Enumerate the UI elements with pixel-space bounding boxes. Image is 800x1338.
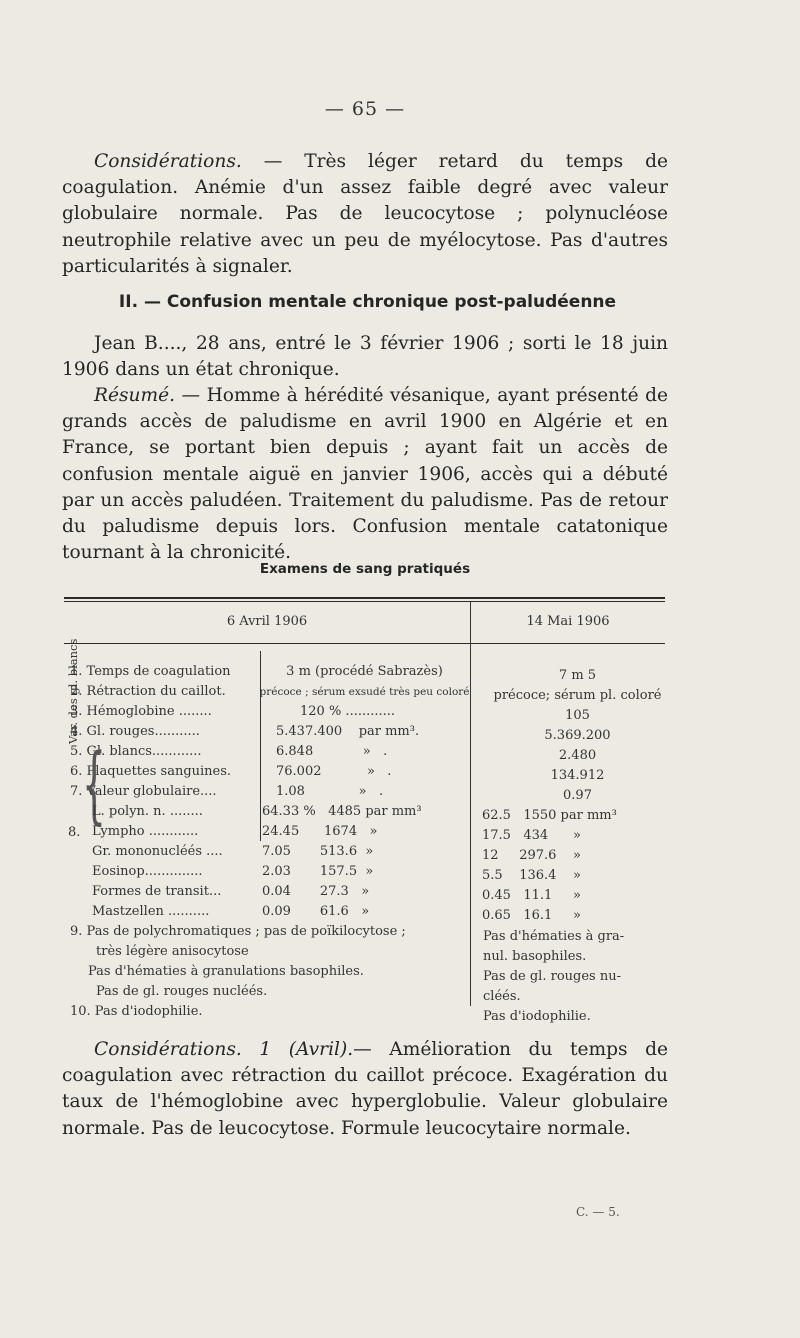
table-row-label: 6. Plaquettes sanguines.: [70, 764, 232, 779]
patient-text: Jean B...., 28 ans, entré le 3 février 1906 ; sorti le 18 juin 1906 dans un état chronique.: [62, 333, 668, 381]
may-note: nul. basophiles.: [483, 949, 587, 964]
table-row-label: 1. Temps de coagulation: [70, 664, 231, 679]
conclusion-label: Considérations. 1 (Avril).: [94, 1039, 354, 1060]
row-9-text-4: Pas de gl. rouges nucléés.: [96, 984, 268, 999]
may-note: Pas d'hématies à gra-: [483, 929, 625, 944]
table-header-rule: [64, 643, 665, 644]
intro-text: — Très léger retard du temps de coagulation. Anémie d'un assez faible degré avec valeur globulaire normale. Pas de leucocytose ; polynucléose neutrophile relative avec un peu de myélocytose. Pas d'autres particularités à signaler.: [62, 151, 668, 277]
table-row-label: Mastzellen ..........: [92, 904, 210, 919]
table-cell-may: précoce; sérum pl. coloré: [493, 688, 662, 703]
resume-text: — Homme à hérédité vésanique, ayant présenté de grands accès de paludisme en avril 1900 en Algérie et en France, se portant bien depuis ; ayant fait un accès de confusion mentale aiguë en janvier 1906, accès qui a débuté par un accès paludéen. Traitement du paludisme. Pas de retour du paludisme depuis lors. Confusion mentale catatonique tournant à la chronicité.: [62, 385, 668, 564]
table-cell-april: 24.45 1674 »: [262, 824, 378, 839]
column-header-april: 6 Avril 1906: [226, 614, 308, 629]
table-row-label: 5. Gl. blancs............: [70, 744, 202, 759]
table-cell-april: 7.05 513.6 »: [262, 844, 374, 859]
page-number: — 65 —: [324, 98, 406, 120]
table-cell-april: 0.09 61.6 »: [262, 904, 370, 919]
table-cell-may: 0.45 11.1 »: [482, 888, 581, 903]
table-cell-may: 134.912: [550, 768, 605, 783]
table-cell-may: 62.5 1550 par mm³: [482, 808, 617, 823]
table-cell-april: 2.03 157.5 »: [262, 864, 374, 879]
conclusion-text: — Amélioration du temps de coagulation avec rétraction du caillot précoce. Exagération du taux de l'hémoglobine avec hyperglobulie. Valeur globulaire normale. Pas de leucocytose. Formule leucocytaire normale.: [62, 1039, 668, 1139]
row-8-number: 8.: [68, 825, 81, 840]
table-cell-april: 5.437.400 par mm³.: [276, 724, 420, 739]
table-row-label: 4. Gl. rouges...........: [70, 724, 200, 739]
table-top-rule: [64, 597, 665, 599]
signature-mark: C. — 5.: [576, 1205, 620, 1219]
table-top-rule-2: [64, 601, 665, 602]
row-10-text: 10. Pas d'iodophilie.: [70, 1004, 203, 1019]
intro-label: Considérations.: [94, 151, 242, 172]
table-row-label: Gr. mononucléés ....: [92, 844, 223, 859]
table-cell-april: précoce ; sérum exsudé très peu coloré: [259, 686, 470, 698]
resume-paragraph: [62, 383, 668, 566]
may-note: Pas de gl. rouges nu-: [483, 969, 621, 984]
leukocyte-brace: {: [82, 735, 107, 833]
table-cell-april: 6.848 » .: [276, 744, 388, 759]
table-cell-may: 105: [565, 708, 590, 723]
row-9-text-3: Pas d'hématies à granulations basophiles.: [88, 964, 364, 979]
table-cell-april: 3 m (procédé Sabrazès): [286, 664, 443, 679]
resume-label: Résumé.: [94, 385, 176, 406]
table-cell-may: 2.480: [558, 748, 597, 763]
section-heading: II. — Confusion mentale chronique post-paludéenne: [118, 292, 617, 312]
table-row-label: 3. Hémoglobine ........: [70, 704, 212, 719]
conclusion-paragraph: [62, 1037, 668, 1142]
table-cell-april: 64.33 % 4485 par mm³: [262, 804, 422, 819]
patient-paragraph: [62, 331, 668, 383]
exam-title: Examens de sang pratiqués: [259, 561, 471, 577]
table-cell-may: 0.97: [563, 788, 592, 803]
row-9-text: 9. Pas de polychromatiques ; pas de poïkilocytose ;: [70, 924, 406, 939]
table-cell-april: 1.08 » .: [276, 784, 384, 799]
table-cell-may: 12 297.6 »: [482, 848, 581, 863]
table-cell-april: 76.002 » .: [276, 764, 392, 779]
table-cell-may: 7 m 5: [558, 668, 597, 683]
table-cell-april: 0.04 27.3 »: [262, 884, 370, 899]
table-row-label: L. polyn. n. ........: [92, 804, 203, 819]
table-row-label: Eosinop..............: [92, 864, 203, 879]
row-9-text-2: très légère anisocytose: [96, 944, 249, 959]
column-header-may: 14 Mai 1906: [526, 614, 610, 629]
may-note: Pas d'iodophilie.: [483, 1009, 591, 1024]
table-cell-may: 17.5 434 »: [482, 828, 581, 843]
table-row-label: Formes de transit...: [92, 884, 222, 899]
table-row-label: Lympho ............: [92, 824, 199, 839]
table-cell-may: 0.65 16.1 »: [482, 908, 581, 923]
intro-paragraph: [62, 149, 668, 280]
table-cell-may: 5.369.200: [544, 728, 611, 743]
table-cell-april: 120 % ............: [300, 704, 396, 719]
table-row-label: 2. Rétraction du caillot.: [70, 684, 226, 699]
table-row-label: 7. Valeur globulaire....: [70, 784, 217, 799]
table-cell-may: 5.5 136.4 »: [482, 868, 581, 883]
leukocyte-side-label: Var. des gl. blancs: [66, 638, 80, 744]
may-note: cléés.: [483, 989, 521, 1004]
